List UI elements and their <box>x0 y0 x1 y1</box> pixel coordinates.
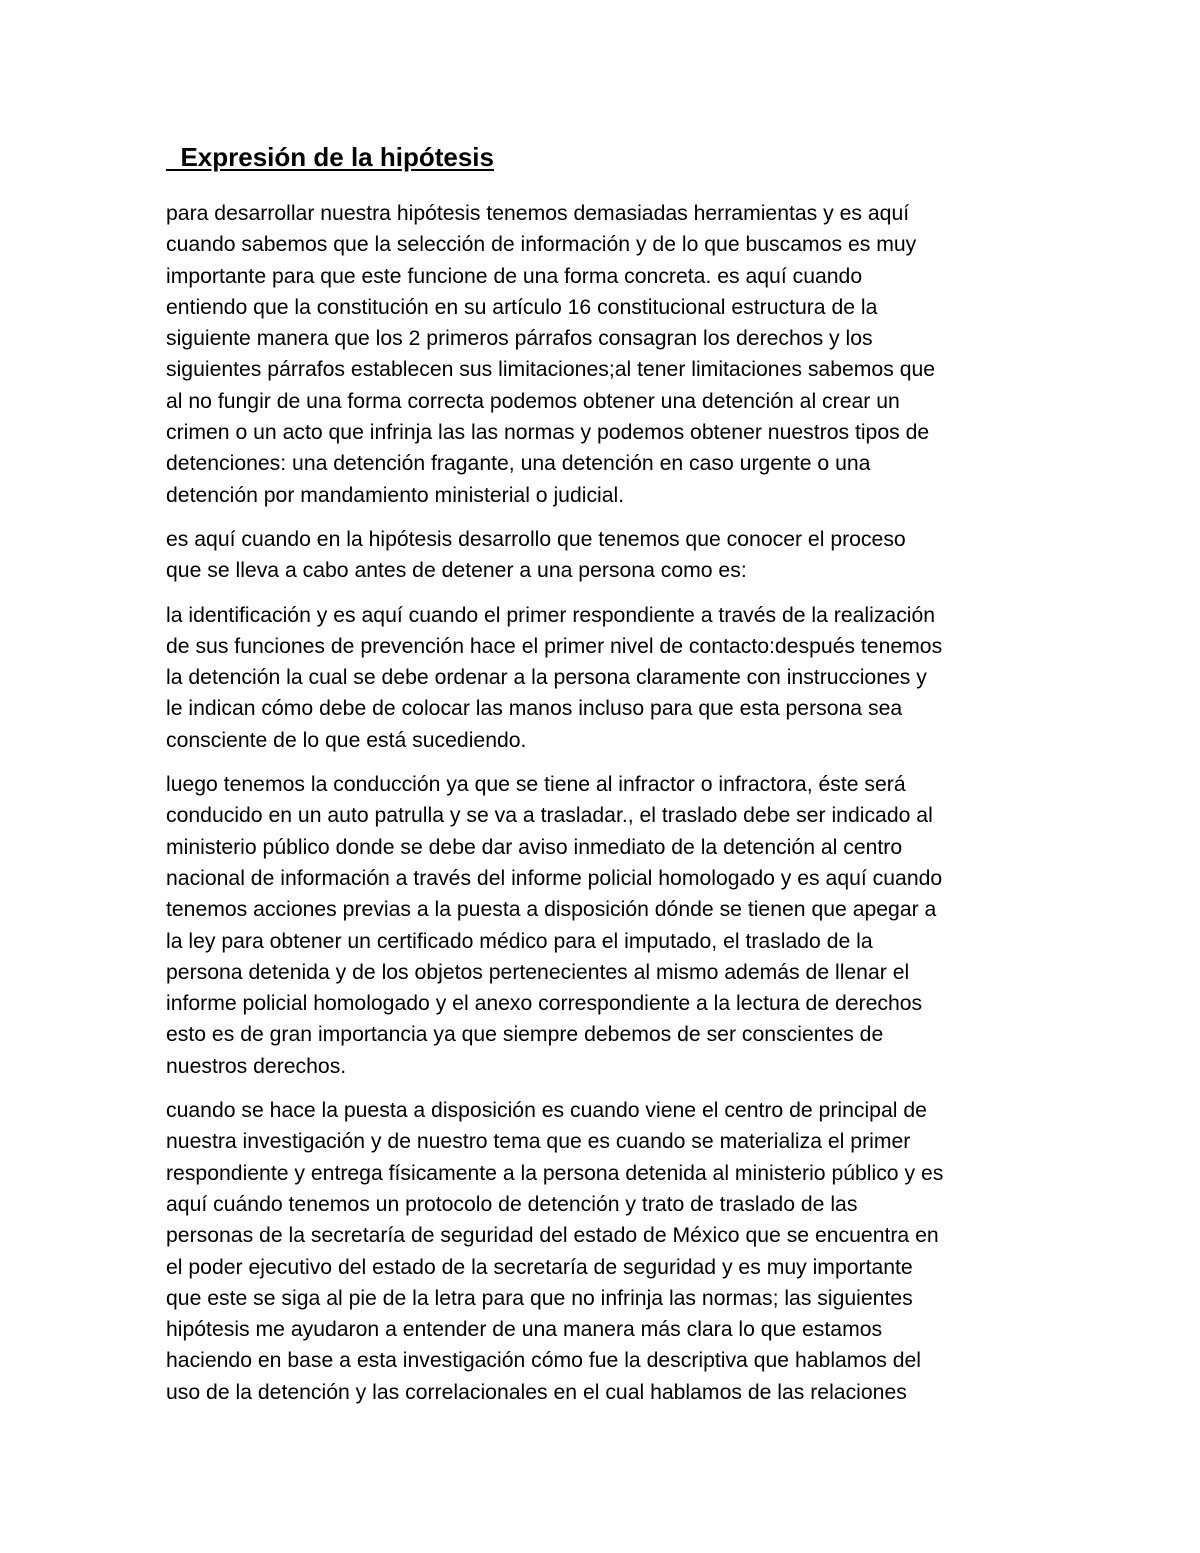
paragraph-1: para desarrollar nuestra hipótesis tenemos demasiadas herramientas y es aquí cuando sabemos que la selección de información y de lo que buscamos es muy importante para que este funcione de una forma concreta. es aquí cuando entiendo que la constitución en su artículo 16 constitucional estructura de la siguiente manera que los 2 primeros párrafos consagran los derechos y los siguientes párrafos establecen sus limitaciones;al tener limitaciones sabemos que al no fungir de una forma correcta podemos obtener una detención al crear un crimen o un acto que infrinja las las normas y podemos obtener nuestros tipos de detenciones: una detención fragante, una detención en caso urgente o una detención por mandamiento ministerial o judicial. <box>166 202 936 507</box>
paragraph-4: luego tenemos la conducción ya que se tiene al infractor o infractora, éste será conducido en un auto patrulla y se va a trasladar., el traslado debe ser indicado al ministerio público donde se debe dar aviso inmediato de la detención al centro nacional de información a través del informe policial homologado y es aquí cuando tenemos acciones previas a la puesta a disposición dónde se tienen que apegar a la ley para obtener un certificado médico para el imputado, el traslado de la persona detenida y de los objetos pertenecientes al mismo además de llenar el informe policial homologado y el anexo correspondiente a la lectura de derechos esto es de gran importancia ya que siempre debemos de ser conscientes de nuestros derechos. <box>166 773 943 1078</box>
paragraph-3: la identificación y es aquí cuando el primer respondiente a través de la realización de sus funciones de prevención hace el primer nivel de contacto:después tenemos la detención la cual se debe ordenar a la persona claramente con instrucciones y le indican cómo debe de colocar las manos incluso para que esta persona sea consciente de lo que está sucediendo. <box>166 603 943 752</box>
document-body <box>166 138 1046 1421</box>
paragraph-5: cuando se hace la puesta a disposición es cuando viene el centro de principal de nuestra investigación y de nuestro tema que es cuando se materializa el primer respondiente y entrega físicamente a la persona detenida al ministerio público y es aquí cuándo tenemos un protocolo de detención y trato de traslado de las personas de la secretaría de seguridad del estado de México que se encuentra en el poder ejecutivo del estado de la secretaría de seguridad y es muy importante que este se siga al pie de la letra para que no infrinja las normas; las siguientes hipótesis me ayudaron a entender de una manera más clara lo que estamos haciendo en base a esta investigación cómo fue la descriptiva que hablamos del uso de la detención y las correlacionales en el cual hablamos de las relaciones <box>166 1099 944 1404</box>
paragraph-2: es aquí cuando en la hipótesis desarrollo que tenemos que conocer el proceso que se lleva a cabo antes de detener a una persona como es: <box>166 527 906 583</box>
document-title: Expresión de la hipótesis <box>166 142 494 172</box>
